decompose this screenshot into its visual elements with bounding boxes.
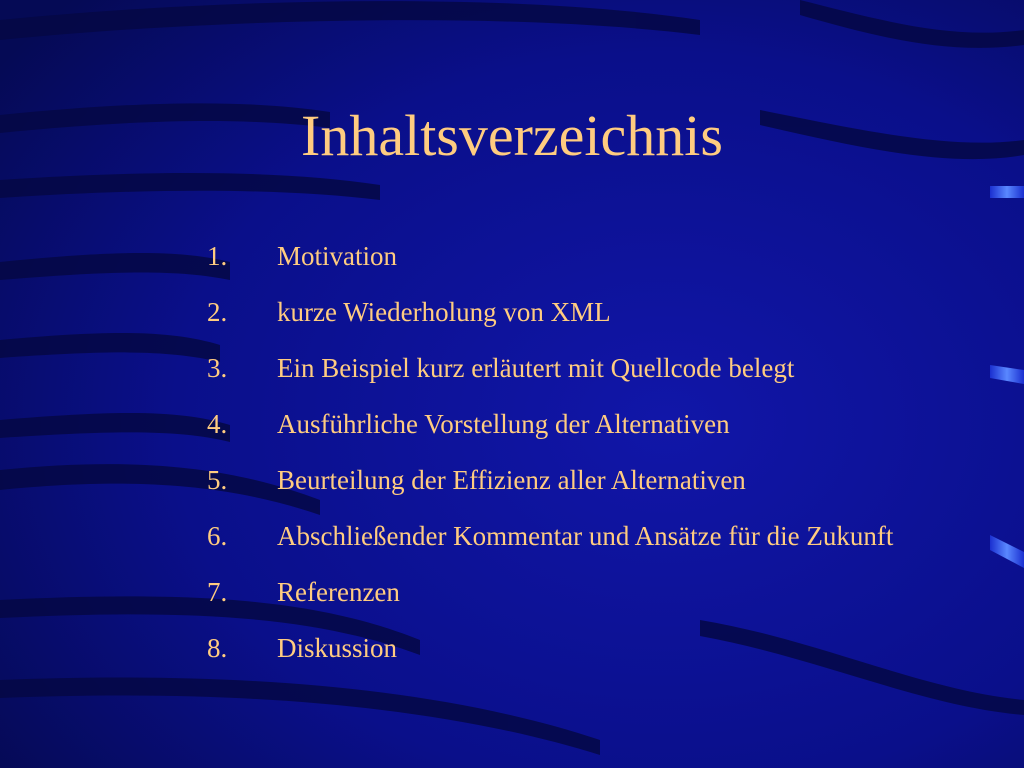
list-item	[207, 340, 927, 396]
list-item	[207, 620, 927, 676]
list-item-number: 4.	[207, 409, 228, 439]
list-item	[207, 452, 927, 508]
table-of-contents	[207, 228, 927, 676]
list-item-text: Ausführliche Vorstellung der Alternativen	[277, 409, 730, 439]
list-item-text: Motivation	[277, 241, 397, 271]
list-item	[207, 284, 927, 340]
list-item-text: Beurteilung der Effizienz aller Alternativen	[277, 465, 746, 495]
list-item-number: 6.	[207, 521, 228, 551]
slide-title: Inhaltsverzeichnis	[301, 103, 723, 168]
list-item-text: kurze Wiederholung von XML	[277, 297, 611, 327]
list-item-text: Diskussion	[277, 633, 398, 663]
list-item-number: 8.	[207, 633, 228, 663]
list-item-number: 1.	[207, 241, 228, 271]
list-item-number: 3.	[207, 353, 228, 383]
list-item-number: 2.	[207, 297, 228, 327]
list-item-text: Abschließender Kommentar und Ansätze für die Zukunft	[277, 521, 894, 551]
list-item	[207, 228, 927, 284]
list-item	[207, 396, 927, 452]
list-item	[207, 508, 927, 564]
list-item-number: 5.	[207, 465, 228, 495]
list-item-text: Referenzen	[277, 577, 400, 607]
list-item	[207, 564, 927, 620]
list-item-text: Ein Beispiel kurz erläutert mit Quellcode belegt	[277, 353, 795, 383]
list-item-number: 7.	[207, 577, 228, 607]
